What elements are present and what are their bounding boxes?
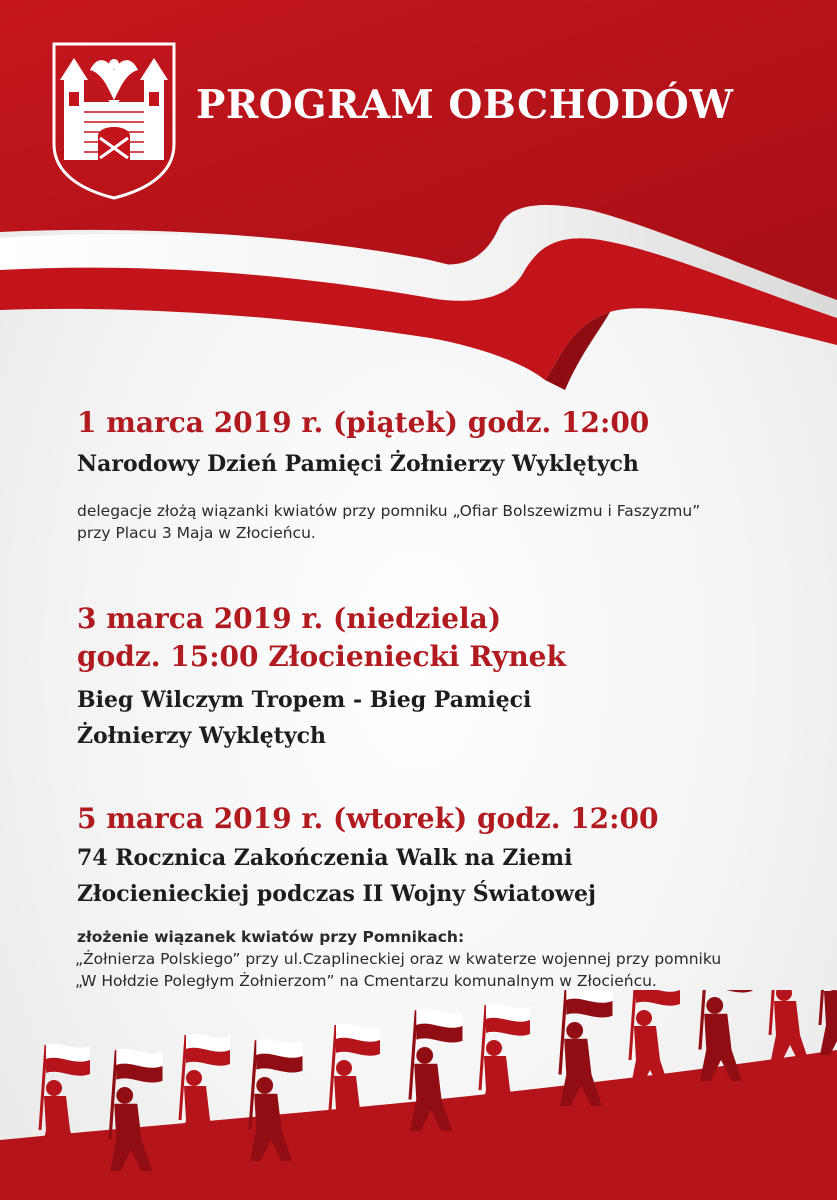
event-3 [77,800,797,992]
page-title: PROGRAM OBCHODÓW [196,82,734,128]
city-coat-of-arms-icon [50,40,178,200]
event-headline: Narodowy Dzień Pamięci Żołnierzy Wyklętych [77,451,639,477]
event-date: 1 marca 2019 r. (piątek) godz. 12:00 [77,406,650,439]
event-time-location: godz. 15:00 Złocieniecki Rynek [77,640,566,673]
event-headline-line: Bieg Wilczym Tropem - Bieg Pamięci [77,687,532,713]
event-headline-line: Złocienieckiej podczas II Wojny Światowej [77,881,596,907]
event-description-title: złożenie wiązanek kwiatów przy Pomnikach: [77,928,465,946]
event-description [77,500,797,544]
event-date: 5 marca 2019 r. (wtorek) godz. 12:00 [77,802,659,835]
event-2 [77,600,797,754]
event-description-line: „W Hołdzie Poległym Żołnierzom” na Cmentarzu komunalnym w Złocieńcu. [75,972,657,990]
event-date: 3 marca 2019 r. (niedziela) [77,602,502,635]
event-headline [77,840,797,912]
event-description [77,926,797,992]
event-headline-line: Żołnierzy Wyklętych [77,723,327,749]
event-description-line: „Żołnierza Polskiego” przy ul.Czaplineckiej oraz w kwaterze wojennej przy pomniku [75,950,722,968]
event-headline [77,682,797,754]
flag-bearer-silhouette [820,990,837,1055]
event-description-line: przy Placu 3 Maja w Złocieńcu. [77,524,316,542]
marching-soldiers-illustration [0,990,837,1200]
event-1 [77,404,797,544]
event-description-line: delegacje złożą wiązanki kwiatów przy pomniku „Ofiar Bolszewizmu i Faszyzmu” [77,502,701,520]
event-headline-line: 74 Rocznica Zakończenia Walk na Ziemi [77,845,573,871]
